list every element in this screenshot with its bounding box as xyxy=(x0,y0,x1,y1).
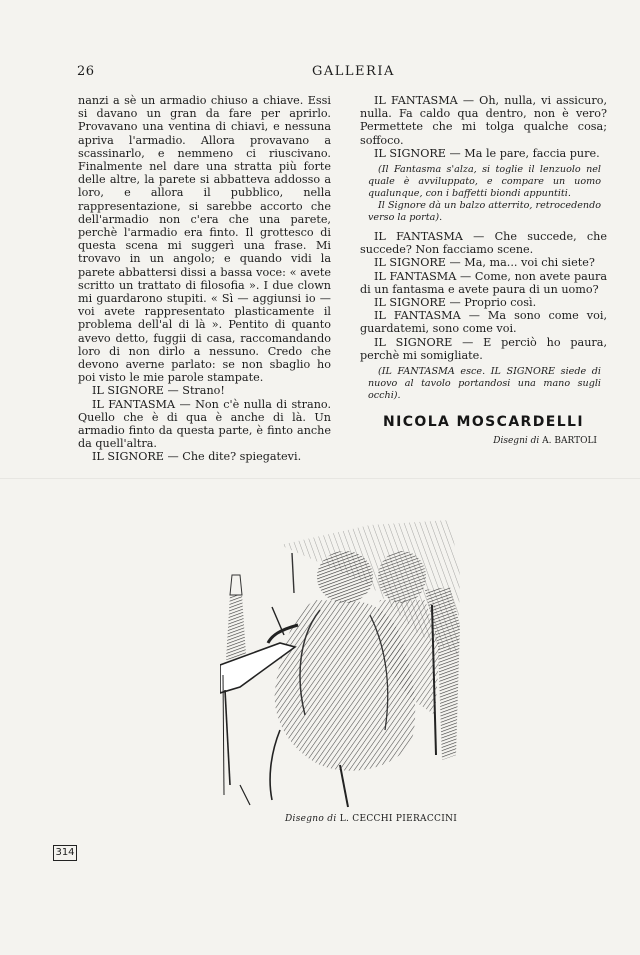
magazine-title: GALLERIA xyxy=(312,64,395,79)
dialogue-line: IL SIGNORE — Ma, ma... voi chi siete? xyxy=(374,256,595,270)
illustration-caption-label: Disegno di xyxy=(285,814,337,824)
stage-direction-line: (Il Fantasma s'alza, si toglie il lenzuolo nel quale è avviluppato, e compare un uomo qualunque, con i baffetti biondi appuntiti. xyxy=(368,164,601,200)
page-number: 26 xyxy=(77,64,95,79)
sketch-illustration xyxy=(220,515,472,810)
dialogue-line: IL FANTASMA — Che succede, che succede? Non facciamo scene. xyxy=(360,230,607,257)
illustration-caption-name: L. CECCHI PIERACCINI xyxy=(339,814,458,824)
drawings-credit-label: Disegni di xyxy=(493,436,540,447)
dialogue-line: IL SIGNORE — Ma le pare, faccia pure. xyxy=(374,146,600,160)
illustration-caption xyxy=(285,814,457,824)
author-signature: NICOLA MOSCARDELLI xyxy=(383,414,584,431)
stage-direction-line: Il Signore dà un balzo atterrito, retrocedendo verso la porta). xyxy=(368,200,601,224)
dialogue-line: IL FANTASMA — Non c'è nulla di strano. Quello che è di qua è anche di là. Un armadio finto da questa parte, è finto anche da quell'altra. xyxy=(78,397,331,451)
drawings-credit-name: A. BARTOLI xyxy=(542,436,597,447)
dialogue-line: IL SIGNORE — Che dite? spiegatevi. xyxy=(92,450,302,464)
stage-direction xyxy=(360,164,607,224)
left-text-column xyxy=(78,94,331,464)
drawings-credit xyxy=(360,435,607,448)
lamp xyxy=(226,595,246,660)
stage-direction-line: (IL FANTASMA esce. IL SIGNORE siede di nuovo al tavolo portandosi una mano sugli occhi). xyxy=(368,366,601,402)
closing-stage-direction xyxy=(360,366,607,402)
dialogue-line: IL FANTASMA — Ma sono come voi, guardatemi, sono come voi. xyxy=(360,309,607,336)
main-figure-head xyxy=(317,551,373,603)
narrative-paragraph: nanzi a sè un armadio chiuso a chiave. Essi si davano un gran da fare per aprirlo. Provavano una ventina di chiavi, e nessuna apriva l'armadio. Allora provavano a scassinarlo, e nemmeno ci riuscivano. Finalmente nel dare una stratta più forte delle altre, la parete si abbatteva addosso a loro, e allora il pubblico, nella rappresentazione, si sarebbe accorto che dell'armadio non c'era che una parete, perchè l'armadio era finto. Il grottesco di questa scena mi suggerì una frase. Mi trovavo in un angolo; e quando vidi la parete abbattersi dissi a bassa voce: « avete scritto un trattato di filosofia ». I due clown mi guardarono stupiti. « Sì — aggiunsi io — voi avete rappresentato plasticamente il problema dell'al di là ». Pentito di quanto avevo detto, fuggii di casa, raccomandando loro di non dirlo a nessuno. Credo che devono averne parlato: se non sbaglio ho poi visto le mie parole stampate. xyxy=(78,94,331,385)
dialogue-line: IL FANTASMA — Oh, nulla, vi assicuro, nulla. Fa caldo qua dentro, non è vero? Permettete che mi tolga qualche cosa; soffoco. xyxy=(360,94,607,147)
dialogue-line: IL SIGNORE — Strano! xyxy=(92,384,225,398)
dialogue-line: IL FANTASMA — Come, non avete paura di un fantasma e avete paura di un uomo? xyxy=(360,269,607,296)
pen xyxy=(272,607,284,635)
dialogue-line: IL SIGNORE — Proprio così. xyxy=(374,296,537,310)
candle xyxy=(292,553,294,593)
right-text-column xyxy=(360,94,607,448)
folio-number: 314 xyxy=(53,845,77,861)
second-figure-head xyxy=(378,551,426,603)
page-fold-line xyxy=(0,478,640,479)
dialogue-line: IL SIGNORE — E perciò ho paura, perchè mi somigliate. xyxy=(360,335,607,362)
